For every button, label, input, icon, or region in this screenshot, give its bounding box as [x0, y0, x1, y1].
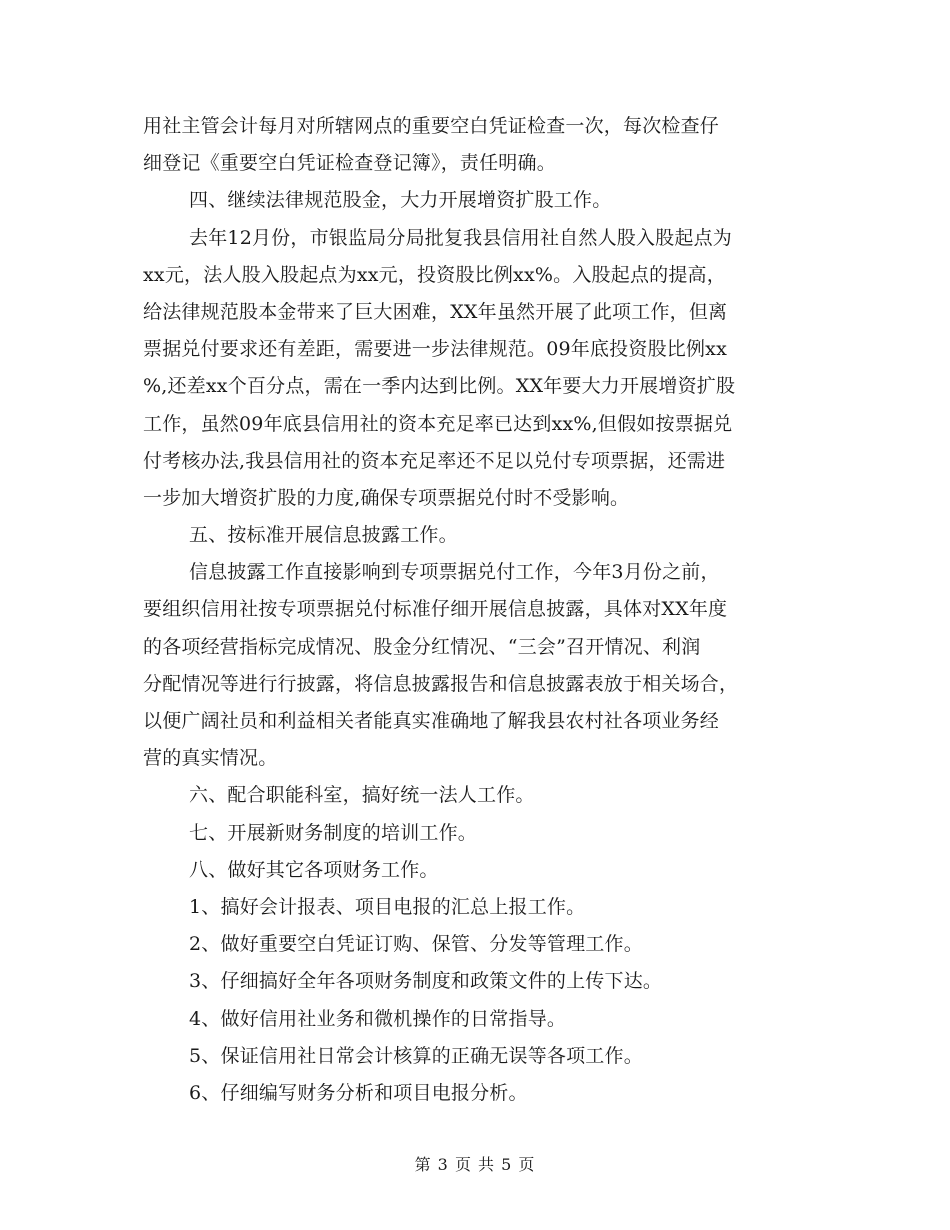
- text-line: 一步加大增资扩股的力度,确保专项票据兑付时不受影响。: [143, 486, 630, 509]
- page-footer: 第 3 页 共 5 页: [414, 1155, 536, 1174]
- text-line: 六、配合职能科室，搞好统一法人工作。: [189, 784, 535, 807]
- text-line: 信息披露工作直接影响到专项票据兑付工作，今年3月份之前，: [189, 561, 720, 584]
- text-line: 票据兑付要求还有差距，需要进一步法律规范。09年底投资股比例xx: [143, 338, 728, 361]
- text-line: 4、做好信用社业务和微机操作的日常指导。: [189, 1007, 567, 1030]
- document-body: [143, 108, 808, 1112]
- text-line: 要组织信用社按专项票据兑付标准仔细开展信息披露，具体对XX年度: [143, 598, 728, 621]
- text-line: 5、保证信用社日常会计核算的正确无误等各项工作。: [189, 1044, 643, 1067]
- text-line: 用社主管会计每月对所辖网点的重要空白凭证检查一次，每次检查仔: [143, 115, 720, 137]
- text-line: %,还差xx个百分点，需在一季内达到比例。XX年要大力开展增资扩股: [143, 375, 736, 398]
- text-line: 七、开展新财务制度的培训工作。: [189, 821, 478, 844]
- text-line: 给法律规范股本金带来了巨大困难，XX年虽然开展了此项工作，但离: [143, 300, 728, 323]
- text-line: 五、按标准开展信息披露工作。: [189, 524, 458, 547]
- text-line: 分配情况等进行行披露，将信息披露报告和信息披露表放于相关场合，: [143, 672, 739, 695]
- text-line: 工作，虽然09年底县信用社的资本充足率已达到xx%,但假如按票据兑: [143, 412, 733, 435]
- text-line: 1、搞好会计报表、项目电报的汇总上报工作。: [189, 895, 586, 918]
- text-line: 6、仔细编写财务分析和项目电报分析。: [189, 1081, 528, 1104]
- text-line: 的各项经营指标完成情况、股金分红情况、“三会”召开情况、利润: [143, 635, 701, 658]
- text-line: 2、做好重要空白凭证订购、保管、分发等管理工作。: [189, 933, 643, 956]
- text-line: 去年12月份，市银监局分局批复我县信用社自然人股入股起点为: [189, 226, 732, 249]
- text-line: 营的真实情况。: [143, 747, 278, 770]
- text-line: 四、继续法律规范股金，大力开展增资扩股工作。: [189, 189, 612, 212]
- text-line: 3、仔细搞好全年各项财务制度和政策文件的上传下达。: [189, 970, 663, 993]
- text-line: 八、做好其它各项财务工作。: [189, 858, 439, 881]
- text-line: 付考核办法,我县信用社的资本充足率还不足以兑付专项票据，还需进: [143, 449, 726, 472]
- text-line: 细登记《重要空白凭证检查登记簿》，责任明确。: [143, 152, 556, 175]
- text-line: xx元，法人股入股起点为xx元，投资股比例xx%。入股起点的提高，: [143, 263, 726, 286]
- text-line: 以便广阔社员和利益相关者能真实准确地了解我县农村社各项业务经: [143, 710, 720, 732]
